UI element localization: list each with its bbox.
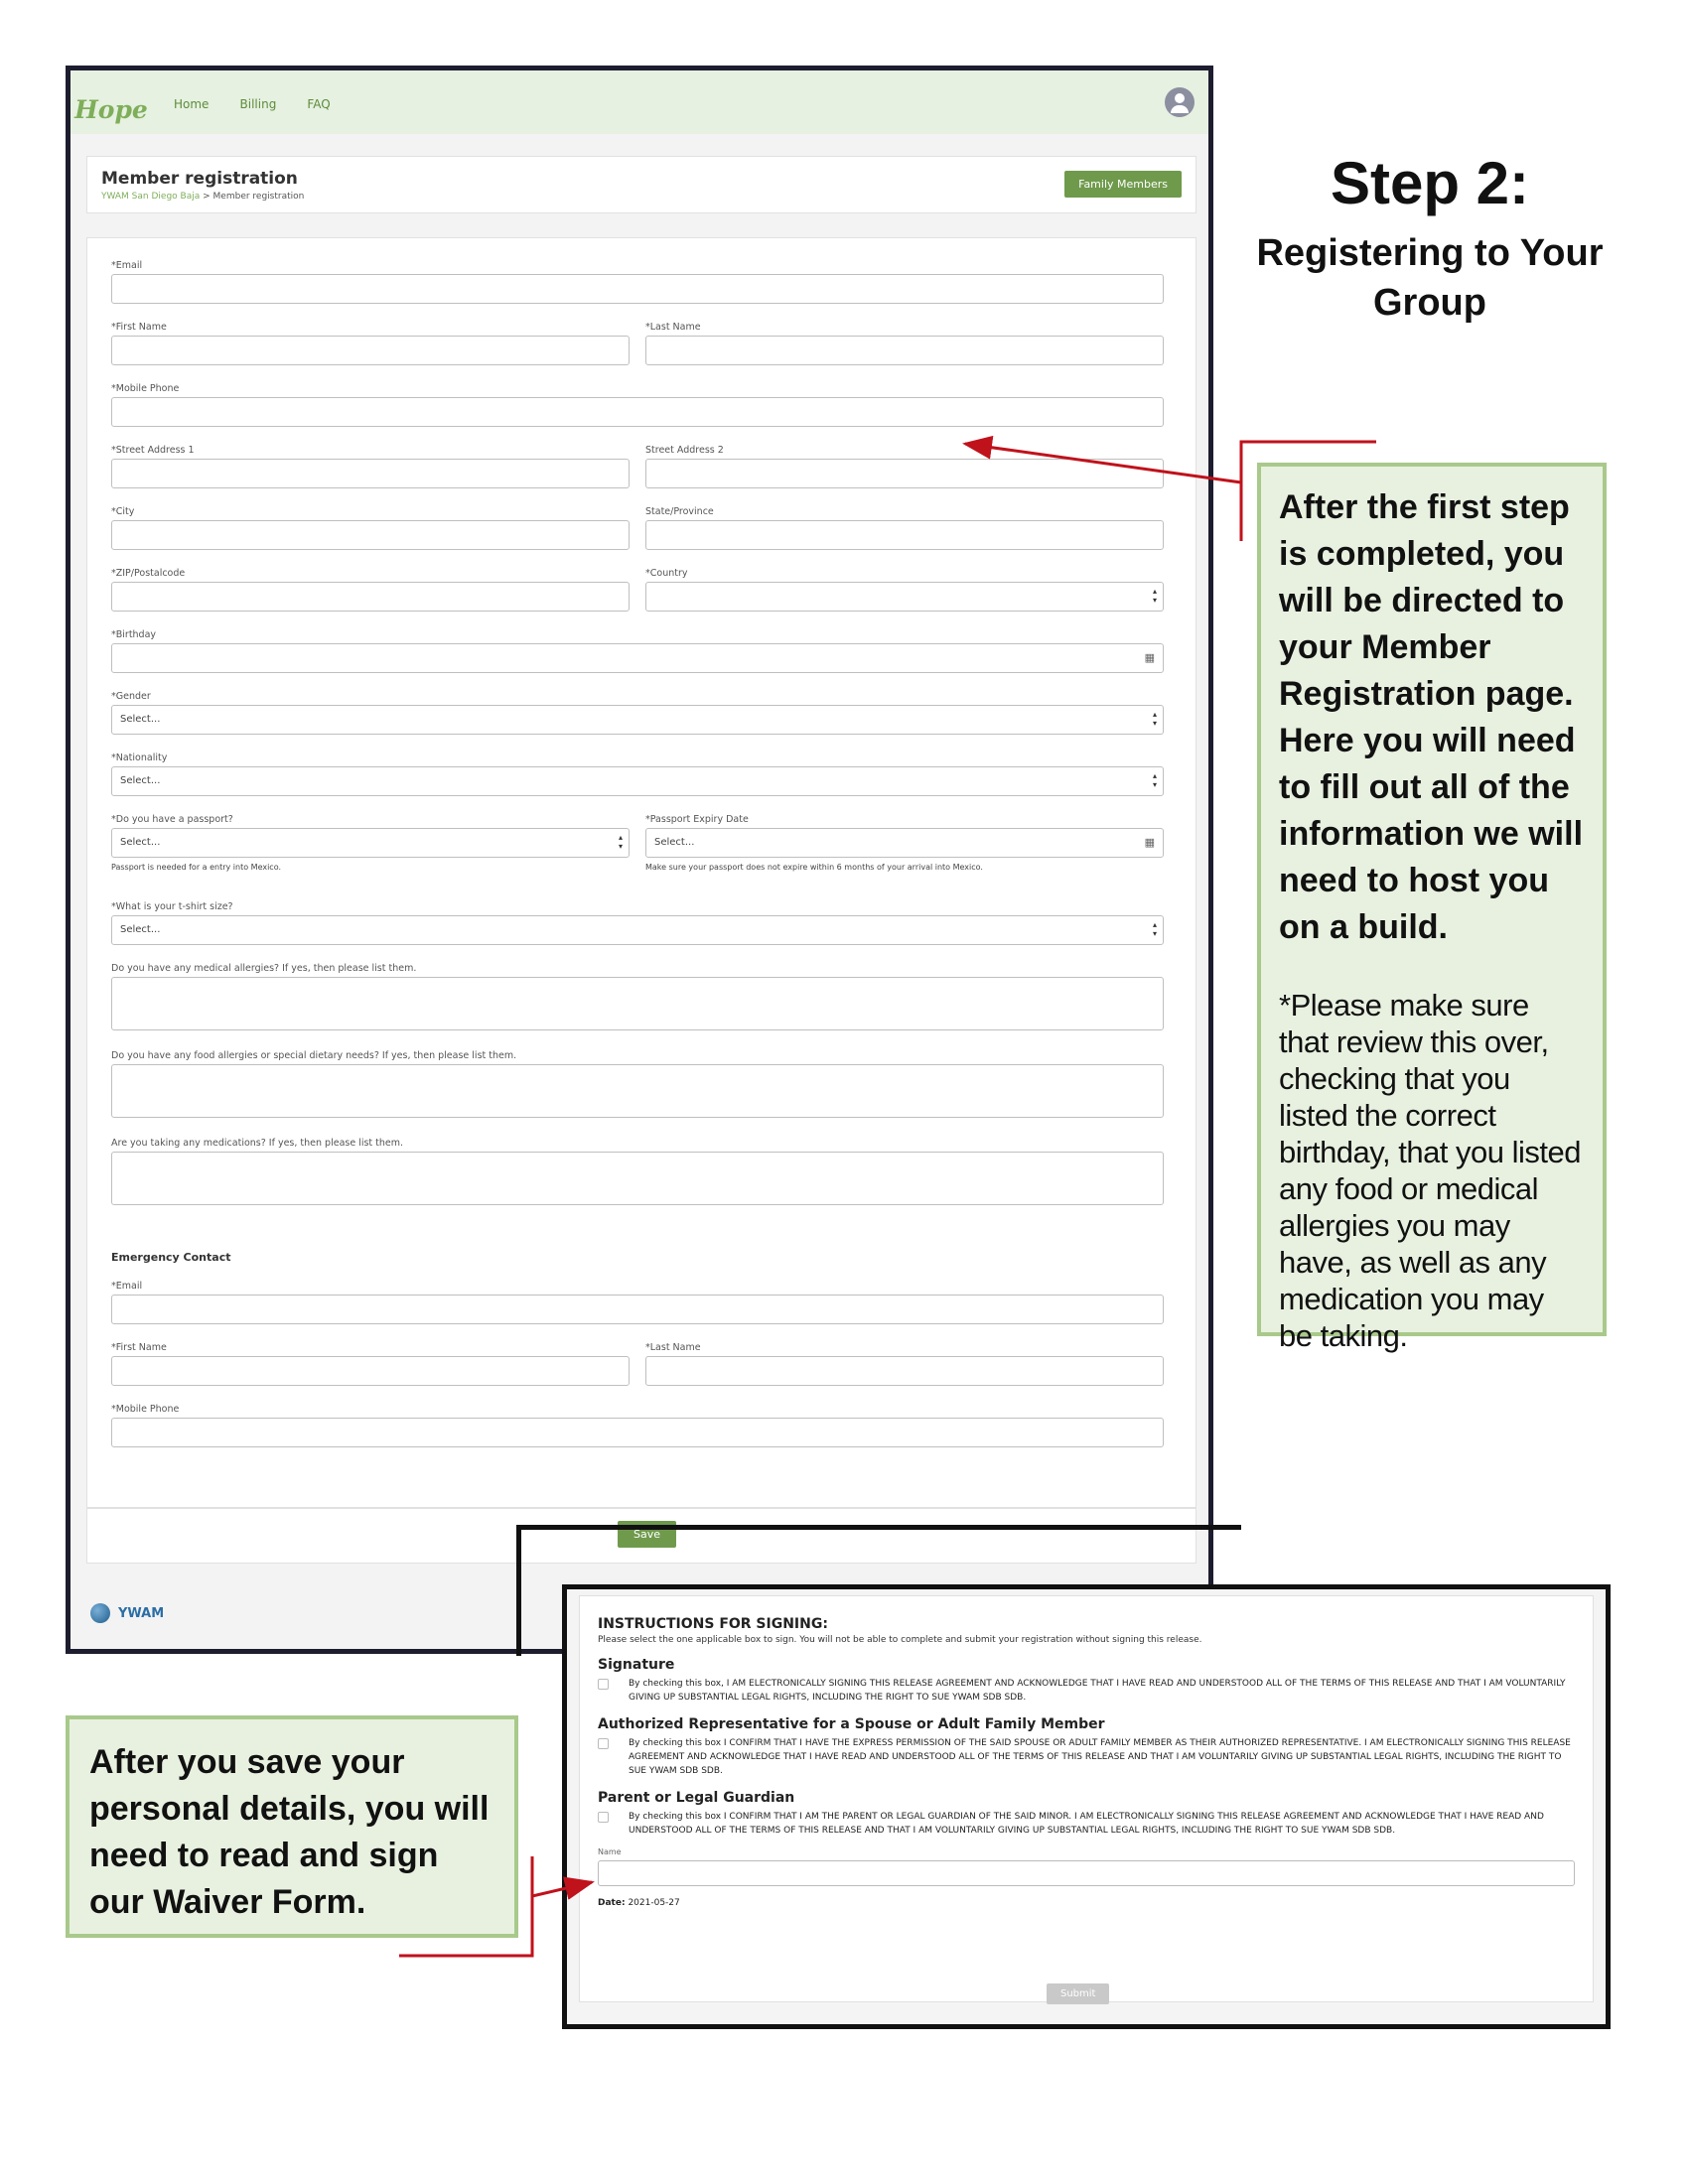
gender-select[interactable]: Select... ▴ ▾	[111, 705, 1164, 735]
ec-last-name-label: *Last Name	[645, 1342, 701, 1353]
arrow-to-form-pointer	[965, 444, 1241, 482]
arrow-to-form	[1241, 442, 1376, 541]
medical-allergies-label: Do you have any medical allergies? If yes, then please list them.	[111, 963, 417, 974]
signature-text: By checking this box, I AM ELECTRONICALLY SIGNING THIS RELEASE AGREEMENT AND ACKNOWLEDGE THAT I HAVE READ AND UNDERSTOOD ALL OF THE TERMS OF THIS RELEASE AND THAT I AM VOLUNTARILY GIVING UP SUBSTANTIAL LEGAL RIGHTS, INCLUDING THE RIGHT TO SUE YWAM SDB SDB.	[629, 1679, 1566, 1703]
waiver-subtitle: Please select the one applicable box to sign. You will not be able to complete and submit your registration without signing this release.	[598, 1635, 1202, 1645]
tshirt-select[interactable]: Select... ▴ ▾	[111, 915, 1164, 945]
homes-of-hope-logo[interactable]: Hope	[74, 95, 148, 124]
waiver-callout-text: After you save your personal details, you will need to read and sign our Waiver Form.	[89, 1743, 490, 1921]
submit-button[interactable]: Submit	[1047, 1983, 1109, 2004]
signing-date: Date: 2021-05-27	[598, 1898, 680, 1908]
arrow-to-waiver	[399, 1856, 532, 1956]
guardian-text: By checking this box I CONFIRM THAT I AM THE PARENT OR LEGAL GUARDIAN OF THE SAID MINOR. I AM ELECTRONICALLY SIGNING THIS RELEASE AGREEMENT AND ACKNOWLEDGE THAT I HAVE READ AND UNDERSTOOD ALL OF THE TERMS OF THIS RELEASE AND THAT I AM VOLUNTARILY GIVING UP SUBSTANTIAL LEGAL RIGHTS, INCLUDING THE RIGHT TO SUE YWAM SDB SDB.	[629, 1812, 1544, 1836]
nationality-label: *Nationality	[111, 752, 168, 763]
representative-text: By checking this box I CONFIRM THAT I HAVE THE EXPRESS PERMISSION OF THE SAID SPOUSE OR ADULT FAMILY MEMBER AS THEIR AUTHORIZED REPRESENTATIVE. I AM ELECTRONICALLY SIGNING THIS RELEASE AGREEMENT AND ACKNOWLEDGE THAT I HAVE READ AND UNDERSTOOD ALL OF THE TERMS OF THIS RELEASE AND THAT I AM VOLUNTARILY GIVING UP SUBSTANTIAL LEGAL RIGHTS, INCLUDING THE RIGHT TO SUE YWAM SDB SDB.	[629, 1738, 1571, 1776]
arrow-to-waiver-pointer	[532, 1882, 592, 1896]
step-subtitle: Registering to Your Group	[1256, 232, 1604, 324]
email-label: *Email	[111, 260, 143, 271]
step-title: Step 2:	[1330, 150, 1530, 216]
nav-billing-link[interactable]: Billing	[239, 96, 277, 111]
ec-mobile-label: *Mobile Phone	[111, 1404, 180, 1415]
mobile-phone-label: *Mobile Phone	[111, 383, 180, 394]
tshirt-label: *What is your t-shirt size?	[111, 901, 233, 912]
street1-label: *Street Address 1	[111, 445, 195, 456]
guardian-heading: Parent or Legal Guardian	[598, 1790, 795, 1806]
callout-main-text: After the first step is completed, you will be directed to your Member Registration page. Here you will need to fill out all of the information we will need to host you on a build.	[1279, 488, 1584, 946]
callout-note-text: *Please make sure that review this over, checking that you listed the correct birthday, that you listed any food or medical allergies you may have, as well as any medication you may be taking.	[1279, 988, 1581, 1353]
representative-heading: Authorized Representative for a Spouse or Adult Family Member	[598, 1716, 1105, 1732]
first-name-label: *First Name	[111, 322, 167, 333]
nav-home-link[interactable]: Home	[174, 96, 210, 111]
street2-label: Street Address 2	[645, 445, 724, 456]
last-name-label: *Last Name	[645, 322, 701, 333]
family-members-button[interactable]: Family Members	[1064, 171, 1182, 198]
ec-email-label: *Email	[111, 1281, 143, 1292]
birthday-label: *Birthday	[111, 629, 157, 640]
signature-heading: Signature	[598, 1657, 675, 1673]
ec-first-name-label: *First Name	[111, 1342, 167, 1353]
city-label: *City	[111, 506, 135, 517]
breadcrumb-parent-link[interactable]: YWAM San Diego Baja	[101, 192, 201, 202]
name-label: Name	[598, 1847, 622, 1856]
passport-expiry-hint: Make sure your passport does not expire within 6 months of your arrival into Mexico.	[645, 863, 983, 872]
passport-select[interactable]: Select... ▴ ▾	[111, 828, 630, 858]
state-label: State/Province	[645, 506, 714, 517]
passport-expiry-input[interactable]: Select... ▦	[645, 828, 1164, 858]
breadcrumb-current: Member registration	[212, 192, 305, 202]
passport-hint: Passport is needed for a entry into Mexico.	[111, 863, 281, 872]
country-label: *Country	[645, 568, 688, 579]
zip-label: *ZIP/Postalcode	[111, 568, 186, 579]
food-allergies-label: Do you have any food allergies or special dietary needs? If yes, then please list them.	[111, 1050, 517, 1061]
emergency-contact-heading: Emergency Contact	[111, 1251, 231, 1264]
nationality-select[interactable]: Select... ▴ ▾	[111, 766, 1164, 796]
save-button[interactable]: Save	[618, 1521, 676, 1548]
waiver-title: INSTRUCTIONS FOR SIGNING:	[598, 1616, 828, 1632]
breadcrumb: YWAM San Diego Baja > Member registration	[101, 192, 305, 202]
medications-label: Are you taking any medications? If yes, then please list them.	[111, 1138, 404, 1149]
nav-faq-link[interactable]: FAQ	[307, 96, 331, 111]
page-title: Member registration	[101, 169, 298, 189]
gender-label: *Gender	[111, 691, 151, 702]
footer-brand: YWAM	[90, 1603, 164, 1623]
passport-label: *Do you have a passport?	[111, 814, 233, 825]
date-value: 2021-05-27	[628, 1898, 680, 1908]
passport-expiry-label: *Passport Expiry Date	[645, 814, 749, 825]
